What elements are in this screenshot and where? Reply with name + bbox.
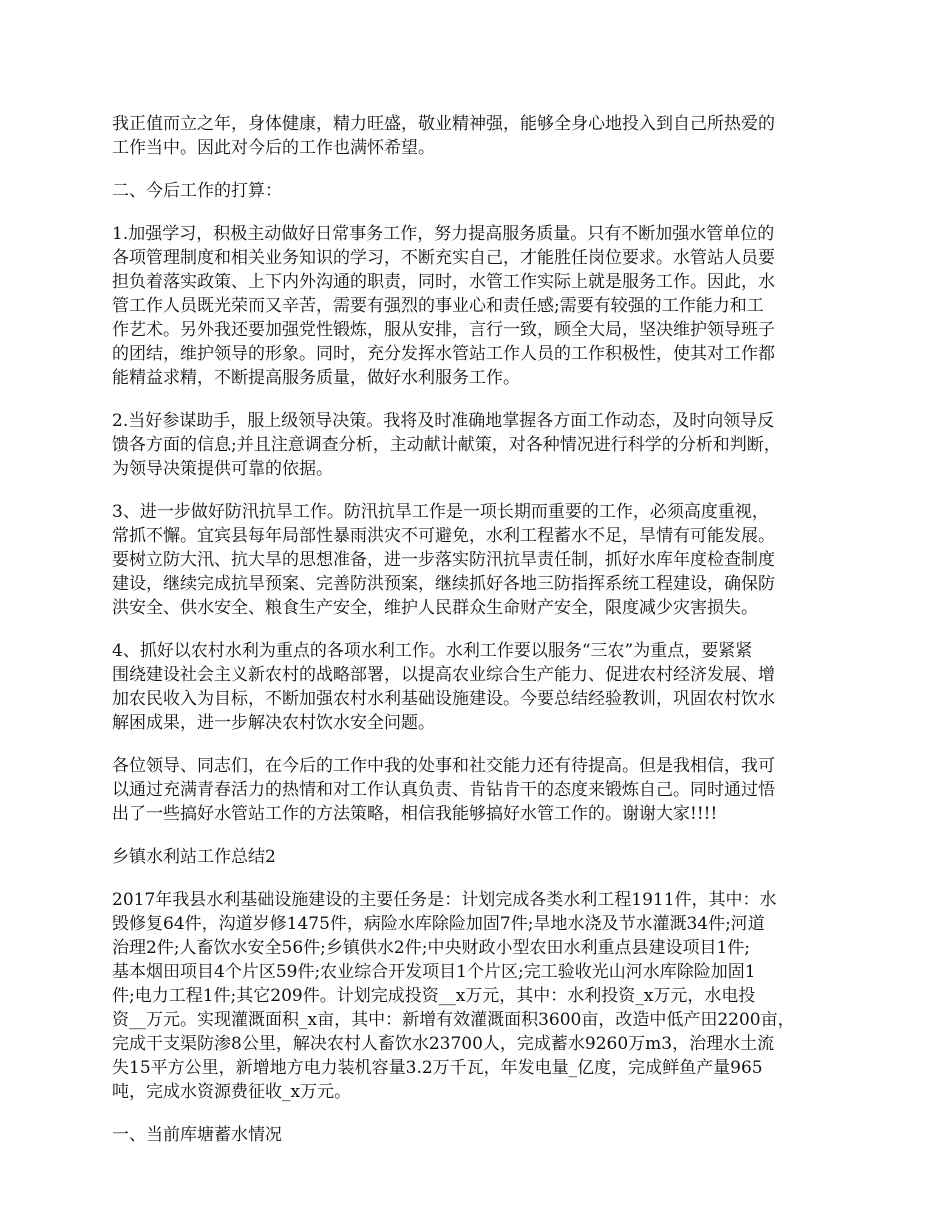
paragraph-plan-3: 3、进一步做好防汛抗旱工作。防汛抗旱工作是一项长期而重要的工作，必须高度重视， 常抓不懈。宜宾县每年局部性暴雨洪灾不可避免，水利工程蓄水不足，旱情有可能发展。 要树立防大汛、抗大旱的思想准备，进一步落实防汛抗旱责任制，抓好水库年度检查制度 建设，继续完成抗旱预案、完善防洪预案，继续抓好各地三防指挥系统工程建设，确保防 洪安全、供水安全、粮食生产安全，维护人民群众生命财产安全，限度减少灾害损失。 <box>112 502 775 618</box>
section-heading-future-plans: 二、今后工作的打算： <box>112 181 282 201</box>
paragraph-closing: 各位领导、同志们，在今后的工作中我的处事和社交能力还有待提高。但是我相信，我可 以通过充满青春活力的热情和对工作认真负责、肯钻肯干的态度来锻炼自己。同时通过悟 出了一些搞好水管站工作的方法策略，相信我能够搞好水管工作的。谢谢大家!!!! <box>112 756 775 824</box>
document-title-summary-2: 乡镇水利站工作总结2 <box>112 847 276 867</box>
document-body <box>112 112 842 1166</box>
paragraph-intro: 我正值而立之年，身体健康，精力旺盛，敬业精神强，能够全身心地投入到自己所热爱的 工作当中。因此对今后的工作也满怀希望。 <box>112 114 775 158</box>
section-heading-reservoir-storage: 一、当前库塘蓄水情况 <box>112 1125 282 1145</box>
paragraph-plan-1: 1.加强学习，积极主动做好日常事务工作，努力提高服务质量。只有不断加强水管单位的 各项管理制度和相关业务知识的学习，不断充实自己，才能胜任岗位要求。水管站人员要 担负着落实政策、上下内外沟通的职责，同时，水管工作实际上就是服务工作。因此，水 管工作人员既光荣而又辛苦，需要有强烈的事业心和责任感;需要有较强的工作能力和工 作艺术。另外我还要加强党性锻炼，服从安排，言行一致，顾全大局，坚决维护领导班子 的团结，维护领导的形象。同时，充分发挥水管站工作人员的工作积极性，使其对工作都 能精益求精，不断提高服务质量，做好水利服务工作。 <box>112 224 775 388</box>
paragraph-plan-2: 2.当好参谋助手，服上级领导决策。我将及时准确地掌握各方面工作动态，及时向领导反 馈各方面的信息;并且注意调查分析，主动献计献策，对各种情况进行科学的分析和判断， 为领导决策提供可靠的依据。 <box>112 411 781 479</box>
paragraph-2017-tasks: 2017年我县水利基础设施建设的主要任务是：计划完成各类水利工程1911件，其中：水 毁修复64件，沟道岁修1475件，病险水库除险加固7件;旱地水浇及节水灌溉34件;河道 治理2件;人畜饮水安全56件;乡镇供水2件;中央财政小型农田水利重点县建设项目1件; 基本烟田项目4个片区59件;农业综合开发项目1个片区;完工验收光山河水库除险加固1 件;电力工程1件;其它209件。计划完成投资__x万元，其中：水利投资_x万元，水电投 资__万元。实现灌溉面积_x亩，其中：新增有效灌溉面积3600亩，改造中低产田2200亩， 完成干支渠防渗8公里，解决农村人畜饮水23700人，完成蓄水9260万m3，治理水土流 失15平方公里，新增地方电力装机容量3.2万千瓦，年发电量_亿度，完成鲜鱼产量965 吨，完成水资源费征收_x万元。 <box>112 890 795 1102</box>
paragraph-plan-4: 4、抓好以农村水利为重点的各项水利工作。水利工作要以服务“三农”为重点，要紧紧 围绕建设社会主义新农村的战略部署，以提高农业综合生产能力、促进农村经济发展、增 加农民收入为目标，不断加强农村水利基础设施建设。今要总结经验教训，巩固农村饮水 解困成果，进一步解决农村饮水安全问题。 <box>112 641 775 733</box>
